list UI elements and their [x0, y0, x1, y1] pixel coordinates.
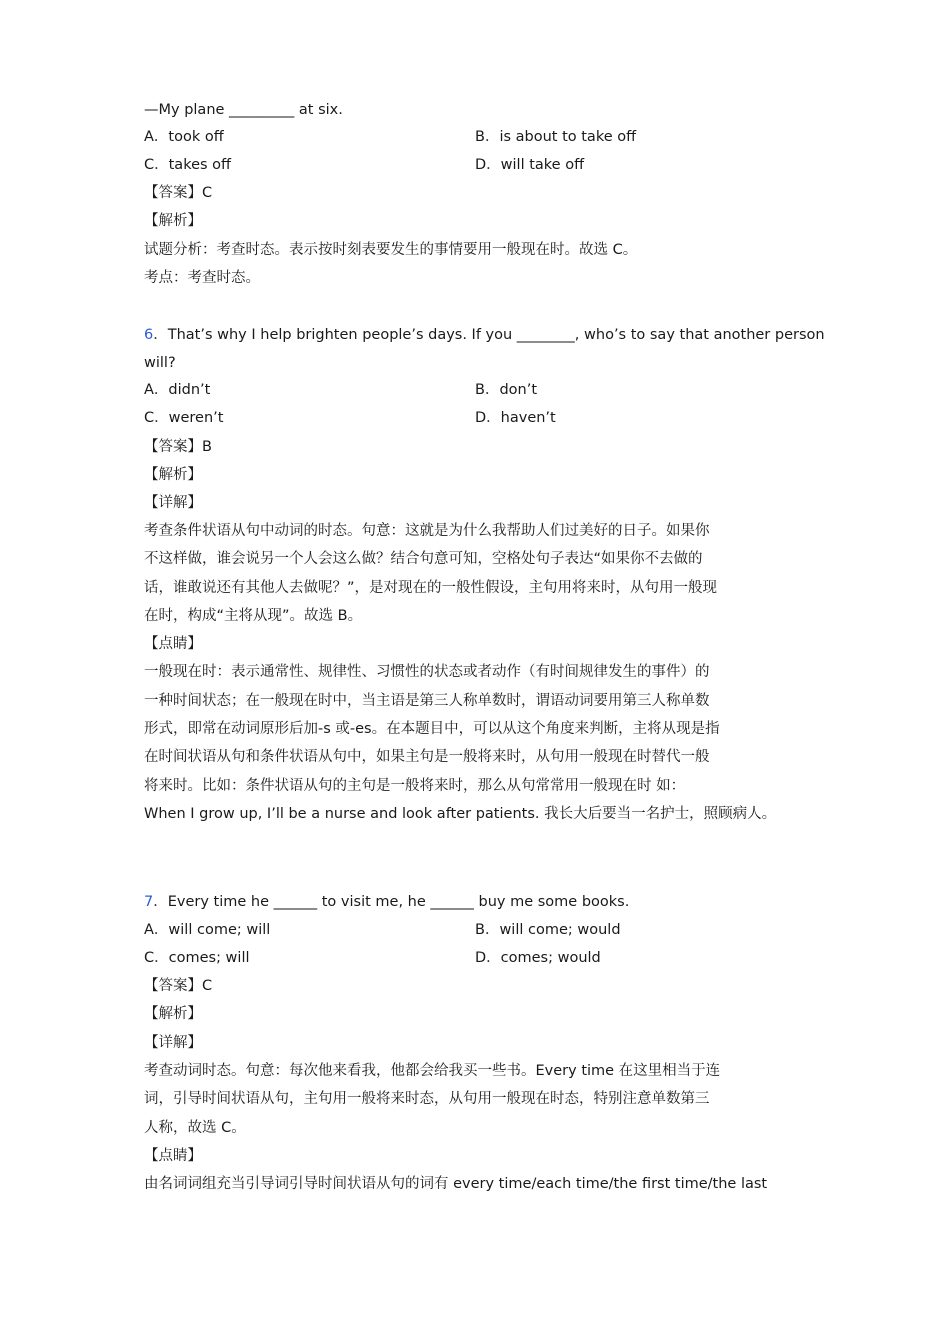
q7-analysis-label: 【解析】: [144, 1006, 202, 1022]
q6-note-line: 一种时间状态；在一般现在时中，当主语是第三人称单数时，谓语动词要用第三人称单数: [144, 693, 710, 709]
q6-detail-line: 在时，构成“主将从现”。故选 B。: [144, 608, 363, 624]
q6-option-d: D．haven’t: [475, 410, 556, 426]
q7-number: 7: [144, 894, 154, 910]
q5-answer: 【答案】C: [144, 185, 213, 201]
q7-option-a: A．will come; will: [144, 922, 271, 938]
q6-note-line: 将来时。比如：条件状语从句的主句是一般将来时，那么从句常常用一般现在时 如：: [144, 778, 686, 794]
q6-number: 6: [144, 327, 154, 343]
q7-note-label: 【点睛】: [144, 1148, 202, 1164]
q6-detail-line: 话，谁敢说还有其他人去做呢？”，是对现在的一般性假设，主句用将来时，从句用一般现: [144, 580, 718, 596]
q5-analysis-label: 【解析】: [144, 213, 202, 229]
q5-option-c: C．takes off: [144, 157, 232, 173]
q6-note-line: When I grow up, I’ll be a nurse and look after patients. 我长大后要当一名护士，照顾病人。: [144, 806, 777, 822]
q6-option-b: B．don’t: [475, 382, 538, 398]
q6-analysis-label: 【解析】: [144, 467, 202, 483]
q5-option-a: A．took off: [144, 129, 224, 145]
q6-stem: [144, 325, 825, 345]
q7-note-line: 由名词词组充当引导词引导时间状语从句的词有 every time/each time/the first time/the last: [144, 1176, 768, 1192]
q6-option-a: A．didn’t: [144, 382, 211, 398]
q6-stem-continued: will?: [144, 355, 176, 371]
q6-note-line: 在时间状语从句和条件状语从句中，如果主句是一般将来时，从句用一般现在时替代一般: [144, 749, 710, 765]
q5-analysis: 试题分析：考查时态。表示按时刻表要发生的事情要用一般现在时。故选 C。: [144, 242, 638, 258]
q7-detail-line: 考查动词时态。句意：每次他来看我，他都会给我买一些书。Every time 在这里相当于连: [144, 1063, 721, 1079]
q5-option-d: D．will take off: [475, 157, 585, 173]
q7-option-d: D．comes; would: [475, 950, 601, 966]
q7-detail-line: 词，引导时间状语从句，主句用一般将来时态，从句用一般现在时态，特别注意单数第三: [144, 1091, 710, 1107]
q7-stem: [144, 892, 629, 912]
q7-detail-line: 人称，故选 C。: [144, 1120, 246, 1136]
q6-stem-text: ．That’s why I help brighten people’s days. If you ________, who’s to say that another person: [153, 327, 825, 343]
q6-answer: 【答案】B: [144, 439, 212, 455]
q6-note-line: 形式，即常在动词原形后加-s 或-es。在本题目中，可以从这个角度来判断，主将从现是指: [144, 721, 720, 737]
q6-detail-label: 【详解】: [144, 495, 202, 511]
q6-detail-line: 考查条件状语从句中动词的时态。句意：这就是为什么我帮助人们过美好的日子。如果你: [144, 523, 710, 539]
q6-note-line: 一般现在时：表示通常性、规律性、习惯性的状态或者动作（有时间规律发生的事件）的: [144, 664, 710, 680]
q7-option-b: B．will come; would: [475, 922, 621, 938]
q7-detail-label: 【详解】: [144, 1035, 202, 1051]
q5-stem: —My plane _________ at six.: [144, 102, 343, 118]
q6-detail-line: 不这样做，谁会说另一个人会这么做？结合句意可知，空格处句子表达“如果你不去做的: [144, 551, 703, 567]
q5-option-b: B．is about to take off: [475, 129, 637, 145]
q5-kaodian: 考点：考查时态。: [144, 270, 260, 286]
q7-option-c: C．comes; will: [144, 950, 250, 966]
q6-option-c: C．weren’t: [144, 410, 224, 426]
q7-stem-text: ．Every time he ______ to visit me, he ______ buy me some books.: [153, 894, 630, 910]
q6-note-label: 【点睛】: [144, 636, 202, 652]
q7-answer: 【答案】C: [144, 978, 213, 994]
